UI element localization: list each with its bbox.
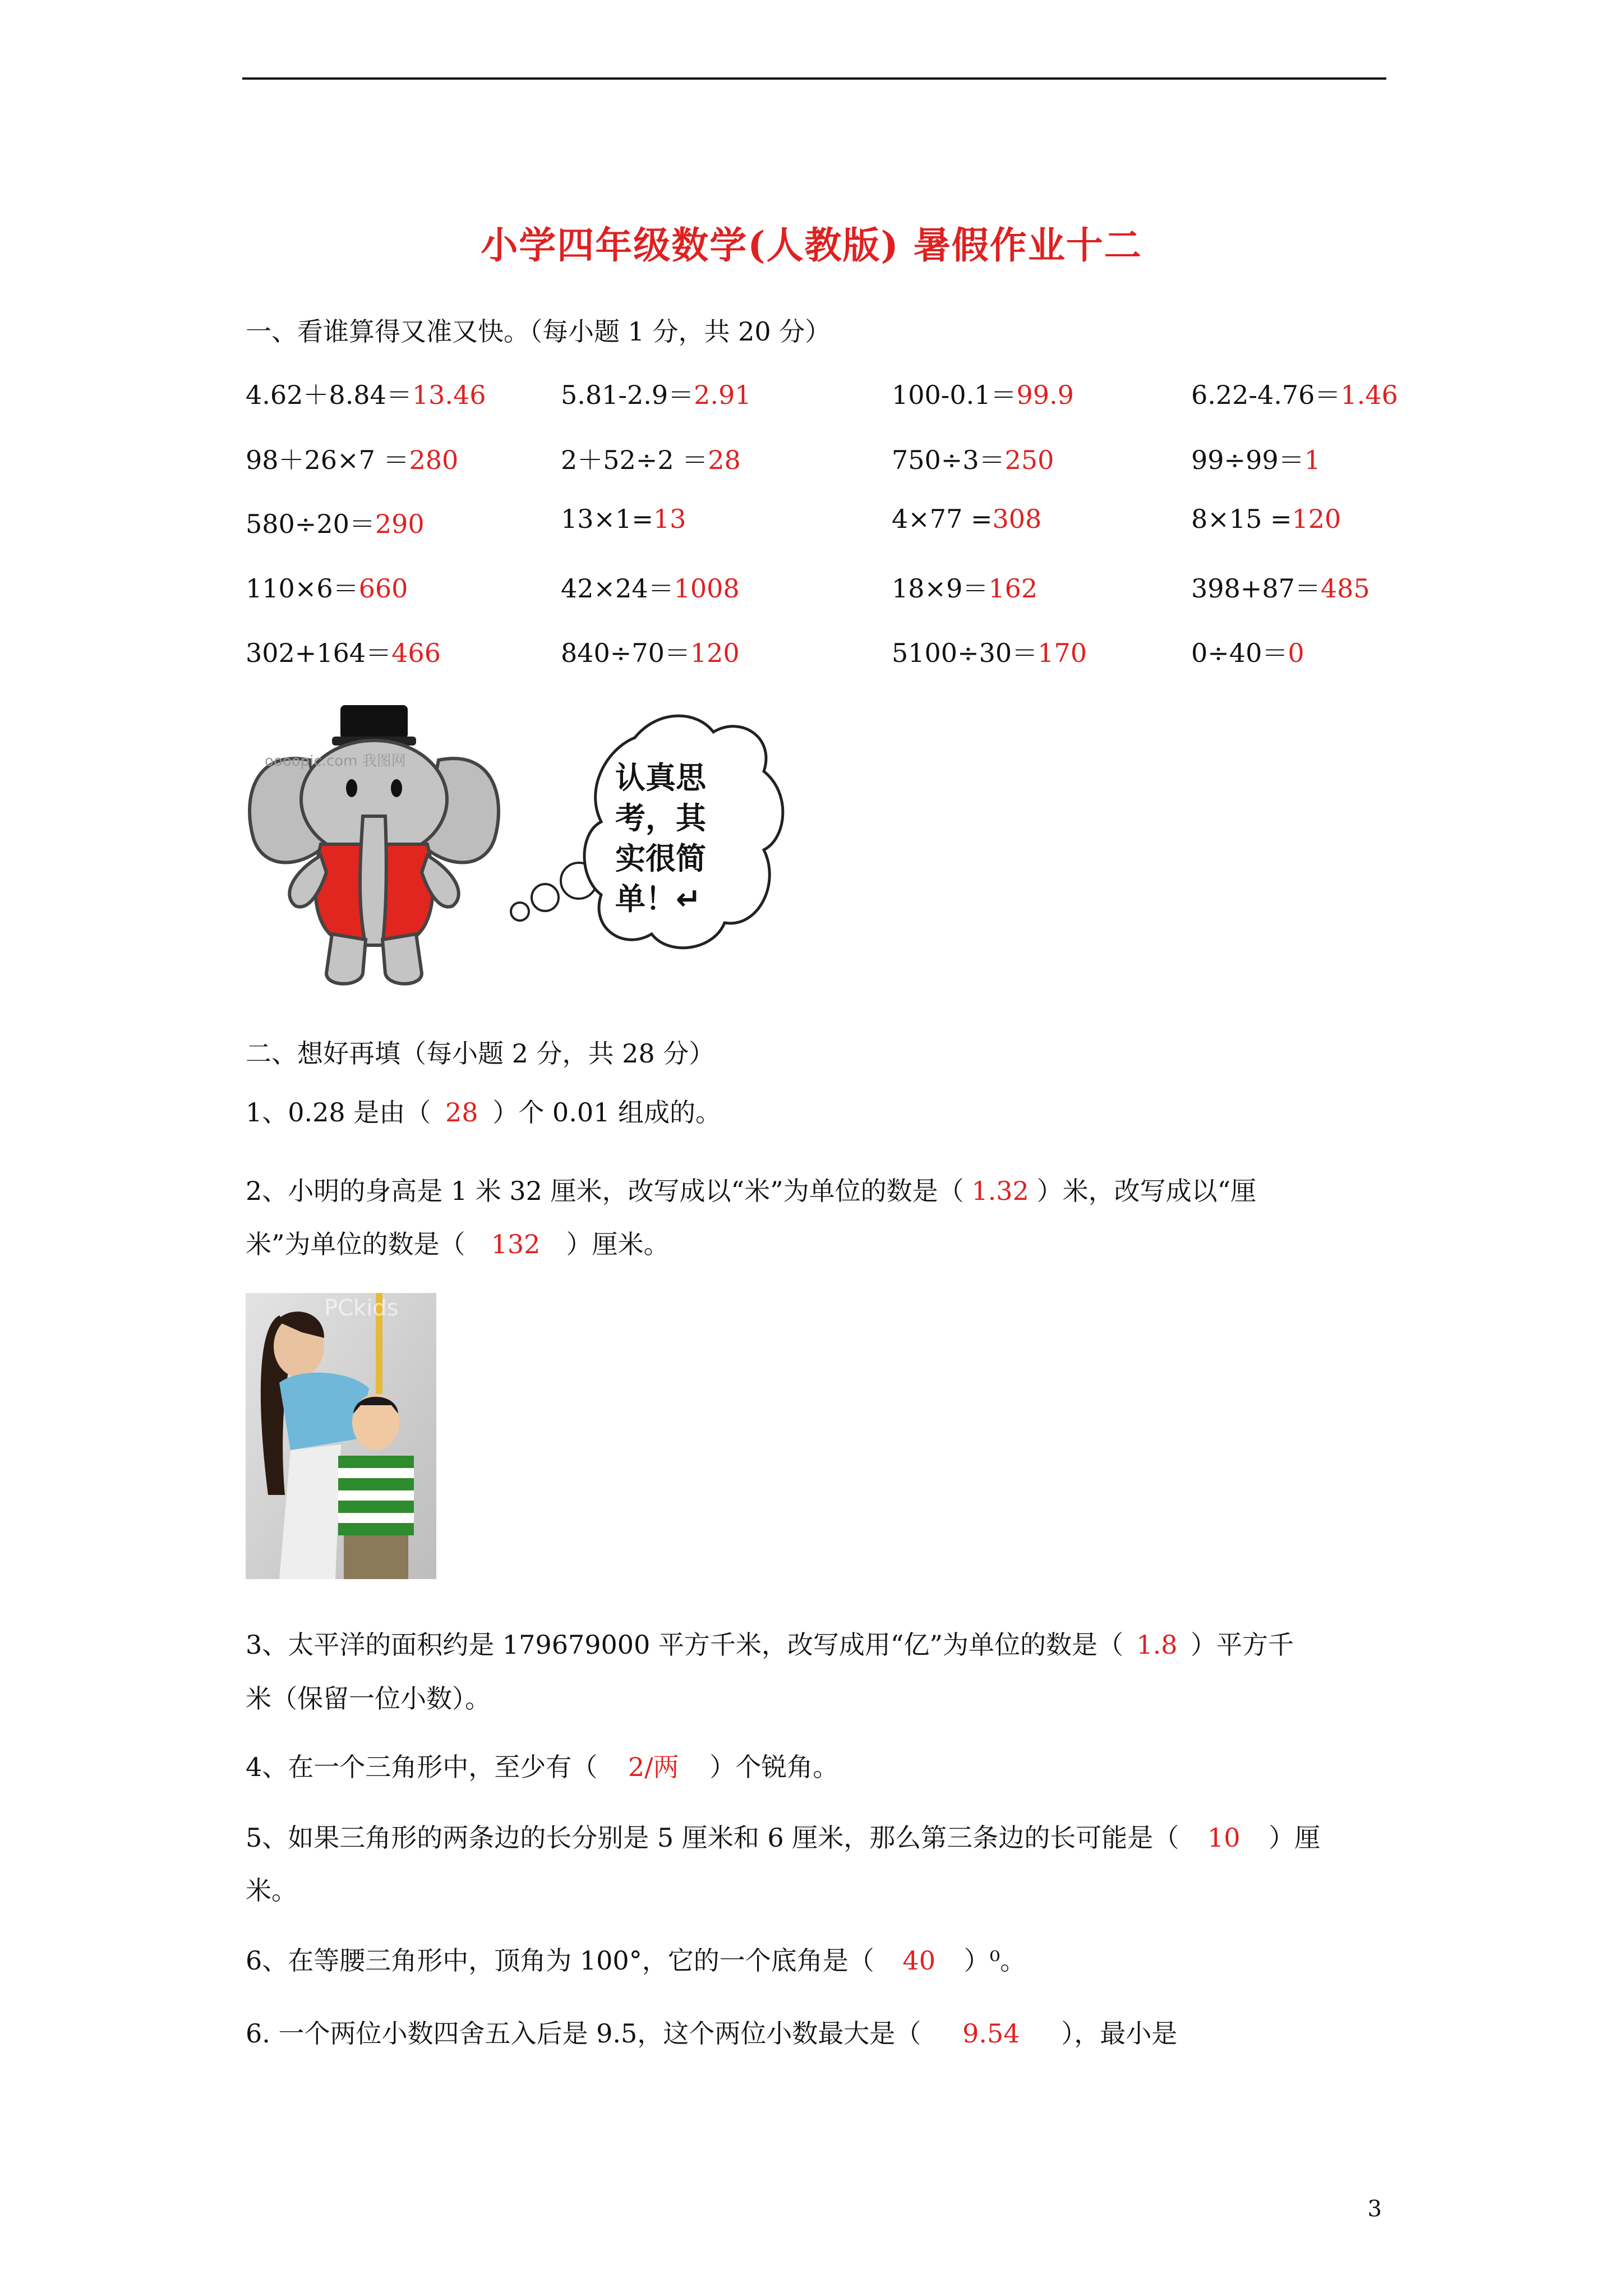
calc-item: 302+164＝466 <box>246 638 441 668</box>
elephant-illustration <box>242 704 803 996</box>
section1-heading: 一、看谁算得又准又快。（每小题 1 分，共 20 分） <box>246 316 831 347</box>
question-3: 3、太平洋的面积约是 179679000 平方千米，改写成用“亿”为单位的数是（ 1.8 ）平方千 <box>246 1630 1294 1660</box>
calc-row <box>0 440 1623 479</box>
header-rule <box>242 77 1386 80</box>
bubble-line: 考，其 <box>615 800 706 836</box>
bubble-line: 实很简 <box>615 841 706 876</box>
calc-item: 98＋26×7 ＝280 <box>246 445 459 475</box>
calc-item: 750÷3＝250 <box>892 445 1054 475</box>
calc-row <box>0 375 1623 414</box>
watermark-text: oooopic.com 我图网 <box>265 753 406 770</box>
calc-item: 42×24＝1008 <box>561 573 740 604</box>
page-title: 小学四年级数学(人教版) 暑假作业十二 <box>481 223 1142 267</box>
calc-item: 580÷20＝290 <box>246 509 425 539</box>
question-4: 4、在一个三角形中，至少有（ 2/两 ）个锐角。 <box>246 1752 839 1782</box>
calc-item: 4×77 =308 <box>892 504 1042 534</box>
question-6: 6、在等腰三角形中，顶角为 100°，它的一个底角是（ 40 ）⁰。 <box>246 1945 1026 1976</box>
height-measuring-photo <box>246 1293 436 1579</box>
calc-item: 5.81-2.9＝2.91 <box>561 380 751 410</box>
calc-item: 5100÷30＝170 <box>892 638 1087 668</box>
section2-heading: 二、想好再填（每小题 2 分，共 28 分） <box>246 1038 715 1069</box>
photo-watermark: PCkids <box>324 1295 399 1321</box>
bubble-line: 认真思 <box>615 760 706 795</box>
calc-item: 99÷99＝1 <box>1191 445 1321 475</box>
calc-item: 398+87＝485 <box>1191 573 1370 604</box>
calc-row <box>0 568 1623 608</box>
calc-row <box>0 504 1623 543</box>
question-3-line2: 米（保留一位小数）。 <box>246 1683 491 1714</box>
calc-row <box>0 633 1623 672</box>
calc-item: 6.22-4.76＝1.46 <box>1191 380 1398 410</box>
question-5: 5、如果三角形的两条边的长分别是 5 厘米和 6 厘米，那么第三条边的长可能是（ 10 ）厘 <box>246 1823 1321 1853</box>
question-7: 6. 一个两位小数四舍五入后是 9.5，这个两位小数最大是（ 9.54 ），最小是 <box>246 2018 1178 2049</box>
question-2-line2: 米”为单位的数是（ 132 ）厘米。 <box>246 1229 670 1259</box>
calc-item: 13×1=13 <box>561 504 686 534</box>
calc-item: 100-0.1＝99.9 <box>892 380 1074 410</box>
calc-item: 18×9＝162 <box>892 573 1038 604</box>
calc-item: 110×6＝660 <box>246 573 408 604</box>
calc-item: 4.62＋8.84＝13.46 <box>246 380 486 410</box>
question-1: 1、0.28 是由（ 28 ）个 0.01 组成的。 <box>246 1097 721 1128</box>
question-2: 2、小明的身高是 1 米 32 厘米，改写成以“米”为单位的数是（ 1.32 ）米，改写成以“厘 <box>246 1176 1257 1206</box>
calc-item: 8×15 =120 <box>1191 504 1341 534</box>
calc-item: 2＋52÷2 ＝28 <box>561 445 741 475</box>
question-5-line2: 米。 <box>246 1875 297 1906</box>
page-number: 3 <box>1367 2196 1382 2222</box>
calc-item: 0÷40＝0 <box>1191 638 1304 668</box>
hat-icon <box>340 705 408 739</box>
calc-item: 840÷70＝120 <box>561 638 740 668</box>
bubble-line: 单！↵ <box>615 881 702 917</box>
